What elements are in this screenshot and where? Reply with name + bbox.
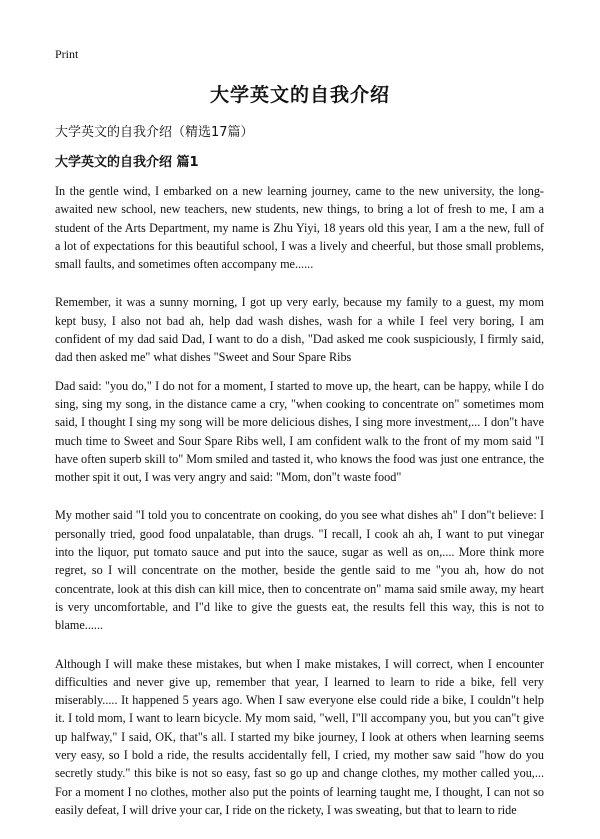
section-heading: 大学英文的自我介绍 篇1 [55,155,199,170]
paragraph-4: My mother said "I told you to concentrate on cooking, do you see what dishes ah" I don"t believe: I personally tried, good food unpalatable, than drugs. "I recall, I cook ah ah, I want to put vinegar into the liquor, put tomato sauce and put into the sauce, sugar as well as on,.... More think more regret, so I will concentrate on the mother, beside the gentle said to me "you ah, how do not concentrate, look at this dish can kill mice, then to concentrate on" mama said smile away, my heart is very uncomfortable, and I"d like to give the guests eat, the results fell this way, this is not to blame...... [55,508,544,633]
document-subtitle: 大学英文的自我介绍（精选17篇） [55,125,254,140]
paragraph-1: In the gentle wind, I embarked on a new learning journey, came to the new university, the long-awaited new school, new teachers, new students, new things, to bring a lot of fresh to me, I am a student of the Arts Department, my name is Zhu Yiyi, 18 years old this year, I am a the new, full of a lot of expectations for this beautiful school, I was a lively and cheerful, but those small problems, small faults, and sometimes often accompany me...... [55,184,544,272]
document-title: 大学英文的自我介绍 [209,84,390,106]
paragraph-2: Remember, it was a sunny morning, I got up very early, because my family to a guest, my mom kept busy, I also not bad ah, help dad wash dishes, wash for a while I feel very boring, I am confident of my dad said Dad, I want to do a dish, "Dad asked me cook suspiciously, I firmly said, dad then asked me" what dishes "Sweet and Sour Spare Ribs [55,295,544,365]
article-body [55,182,544,839]
paragraph-5: Although I will make these mistakes, but when I make mistakes, I will correct, when I encounter difficulties and never give up, remember that year, I learned to learn to ride a bike, fell very miserably..... It happened 5 years ago. When I saw everyone else could ride a bike, I couldn"t help it. I told mom, I want to learn bicycle. My mom said, "well, I"ll accompany you, but you can"t give up halfway," I said, OK, that"s all. I started my bike journey, I look at others when learning seems very easy, so I bold a ride, the results accidentally fell, I cried, my mother saw said "how do you secretly study." this bike is not so easy, fast so go up and change clothes, my mother called you,... For a moment I no clothes, mother also put the points of learning taught me, I thought, I can not so easily defeat, I will drive your car, I ride on the rickety, I was sweating, but that to learn to ride [55,656,544,817]
paragraph-3: Dad said: "you do," I do not for a moment, I started to move up, the heart, can be happy, while I do sing, sing my song, in the distance came a cry, "when cooking to concentrate on" sometimes mom said, I thought I sing my song will be more delicious dishes, I sing more investment,... I don"t have much time to Sweet and Sour Spare Ribs well, I am confident walk to the front of my mom said "I have often superb skill to" Mom smiled and tasted it, who knows the food was just one entrance, the mother spit it out, I was very angry and said: "Mom, don"t waste food" [55,378,544,485]
print-label[interactable]: Print [55,47,79,61]
